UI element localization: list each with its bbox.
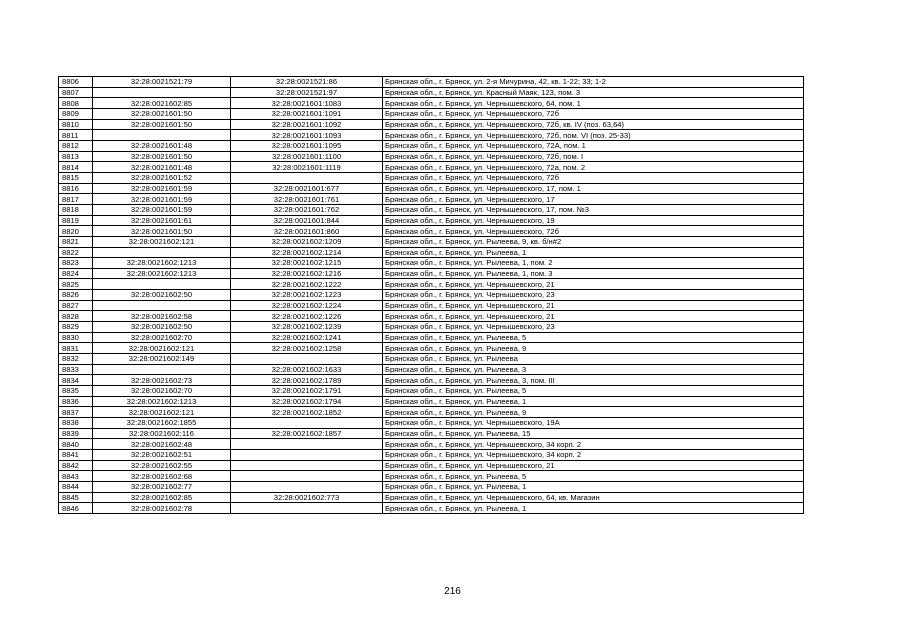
table-row [59,460,804,471]
land-cadastral-number-cell: 32:28:0021602:1855 [93,418,231,429]
land-cadastral-number-cell: 32:28:0021602:116 [93,428,231,439]
land-cadastral-number-cell: 32:28:0021601:52 [93,172,231,183]
address-cell: Брянская обл., г. Брянск, ул. Рылеева, 15 [383,428,804,439]
table-row [59,172,804,183]
object-cadastral-number-cell: 32:28:0021602:1215 [231,258,383,269]
row-number-cell: 8811 [59,130,93,141]
address-cell: Брянская обл., г. Брянск, ул. Рылеева, 1, пом. 2 [383,258,804,269]
table-row [59,471,804,482]
table-row [59,375,804,386]
land-cadastral-number-cell: 32:28:0021601:50 [93,151,231,162]
object-cadastral-number-cell: 32:28:0021602:1258 [231,343,383,354]
object-cadastral-number-cell: 32:28:0021602:1209 [231,236,383,247]
object-cadastral-number-cell: 32:28:0021602:1794 [231,396,383,407]
row-number-cell: 8806 [59,77,93,88]
land-cadastral-number-cell: 32:28:0021602:1213 [93,396,231,407]
row-number-cell: 8827 [59,300,93,311]
address-cell: Брянская обл., г. Брянск, ул. Рылеева, 1 [383,481,804,492]
address-cell: Брянская обл., г. Брянск, ул. Чернышевского, 72б, пом. I [383,151,804,162]
land-cadastral-number-cell: 32:28:0021602:51 [93,449,231,460]
table-row [59,77,804,88]
object-cadastral-number-cell: 32:28:0021601:761 [231,194,383,205]
object-cadastral-number-cell [231,354,383,365]
row-number-cell: 8843 [59,471,93,482]
address-cell: Брянская обл., г. Брянск, ул. Чернышевского, 21 [383,311,804,322]
row-number-cell: 8818 [59,204,93,215]
object-cadastral-number-cell: 32:28:0021602:1224 [231,300,383,311]
row-number-cell: 8844 [59,481,93,492]
row-number-cell: 8813 [59,151,93,162]
object-cadastral-number-cell: 32:28:0021601:1100 [231,151,383,162]
table-row [59,130,804,141]
table-row [59,108,804,119]
land-cadastral-number-cell [93,279,231,290]
object-cadastral-number-cell: 32:28:0021601:1083 [231,98,383,109]
address-cell: Брянская обл., г. Брянск, ул. Чернышевского, 21 [383,279,804,290]
row-number-cell: 8822 [59,247,93,258]
address-cell: Брянская обл., г. Брянск, ул. Чернышевского, 72А, пом. 1 [383,140,804,151]
row-number-cell: 8824 [59,268,93,279]
table-row [59,503,804,514]
land-cadastral-number-cell: 32:28:0021601:50 [93,226,231,237]
table-row [59,396,804,407]
table-row [59,439,804,450]
land-cadastral-number-cell: 32:28:0021602:85 [93,492,231,503]
address-cell: Брянская обл., г. Брянск, ул. Рылеева, 3, пом. III [383,375,804,386]
row-number-cell: 8831 [59,343,93,354]
object-cadastral-number-cell: 32:28:0021602:1223 [231,290,383,301]
object-cadastral-number-cell [231,172,383,183]
row-number-cell: 8812 [59,140,93,151]
object-cadastral-number-cell: 32:28:0021602:1216 [231,268,383,279]
object-cadastral-number-cell: 32:28:0021602:1226 [231,311,383,322]
object-cadastral-number-cell: 32:28:0021602:773 [231,492,383,503]
address-cell: Брянская обл., г. Брянск, ул. Красный Маяк, 123, пом. 3 [383,87,804,98]
land-cadastral-number-cell: 32:28:0021601:59 [93,204,231,215]
table-row [59,407,804,418]
row-number-cell: 8841 [59,449,93,460]
table-row [59,215,804,226]
land-cadastral-number-cell: 32:28:0021602:68 [93,471,231,482]
table-row [59,279,804,290]
object-cadastral-number-cell: 32:28:0021602:1222 [231,279,383,290]
address-cell: Брянская обл., г. Брянск, ул. Чернышевского, 34 корп. 2 [383,449,804,460]
object-cadastral-number-cell [231,439,383,450]
address-cell: Брянская обл., г. Брянск, ул. Чернышевского, 17 [383,194,804,205]
land-cadastral-number-cell: 32:28:0021601:59 [93,183,231,194]
row-number-cell: 8808 [59,98,93,109]
address-cell: Брянская обл., г. Брянск, ул. Чернышевского, 23 [383,290,804,301]
table-row [59,354,804,365]
address-cell: Брянская обл., г. Брянск, ул. Рылеева, 1, пом. 3 [383,268,804,279]
row-number-cell: 8828 [59,311,93,322]
row-number-cell: 8814 [59,162,93,173]
row-number-cell: 8817 [59,194,93,205]
land-cadastral-number-cell: 32:28:0021602:58 [93,311,231,322]
row-number-cell: 8809 [59,108,93,119]
land-cadastral-number-cell: 32:28:0021601:61 [93,215,231,226]
row-number-cell: 8840 [59,439,93,450]
row-number-cell: 8816 [59,183,93,194]
table-row [59,492,804,503]
row-number-cell: 8829 [59,322,93,333]
table-row [59,364,804,375]
row-number-cell: 8839 [59,428,93,439]
land-cadastral-number-cell: 32:28:0021602:121 [93,407,231,418]
address-cell: Брянская обл., г. Брянск, ул. Чернышевского, 21 [383,300,804,311]
row-number-cell: 8833 [59,364,93,375]
object-cadastral-number-cell: 32:28:0021602:1214 [231,247,383,258]
object-cadastral-number-cell: 32:28:0021602:1791 [231,386,383,397]
row-number-cell: 8810 [59,119,93,130]
row-number-cell: 8825 [59,279,93,290]
table-row [59,194,804,205]
object-cadastral-number-cell: 32:28:0021601:1091 [231,108,383,119]
row-number-cell: 8836 [59,396,93,407]
row-number-cell: 8835 [59,386,93,397]
land-cadastral-number-cell: 32:28:0021602:70 [93,332,231,343]
object-cadastral-number-cell: 32:28:0021602:1633 [231,364,383,375]
table-row [59,428,804,439]
row-number-cell: 8842 [59,460,93,471]
row-number-cell: 8819 [59,215,93,226]
table-row [59,183,804,194]
table-row [59,343,804,354]
table-row [59,481,804,492]
table-row [59,268,804,279]
land-cadastral-number-cell: 32:28:0021602:55 [93,460,231,471]
land-cadastral-number-cell [93,364,231,375]
address-cell: Брянская обл., г. Брянск, ул. Чернышевского, 72б [383,108,804,119]
land-cadastral-number-cell: 32:28:0021602:77 [93,481,231,492]
address-cell: Брянская обл., г. Брянск, ул. Рылеева, 1 [383,503,804,514]
address-cell: Брянская обл., г. Брянск, ул. Чернышевского, 72б [383,226,804,237]
registry-table [58,76,804,514]
address-cell: Брянская обл., г. Брянск, ул. Чернышевского, 23 [383,322,804,333]
land-cadastral-number-cell: 32:28:0021521:79 [93,77,231,88]
land-cadastral-number-cell [93,87,231,98]
land-cadastral-number-cell: 32:28:0021602:50 [93,322,231,333]
land-cadastral-number-cell: 32:28:0021602:48 [93,439,231,450]
table-row [59,98,804,109]
object-cadastral-number-cell: 32:28:0021601:1093 [231,130,383,141]
page-number: 216 [444,586,461,597]
address-cell: Брянская обл., г. Брянск, ул. Чернышевского, 19А [383,418,804,429]
row-number-cell: 8826 [59,290,93,301]
land-cadastral-number-cell: 32:28:0021602:85 [93,98,231,109]
table-row [59,258,804,269]
row-number-cell: 8838 [59,418,93,429]
table-row [59,204,804,215]
table-row [59,449,804,460]
object-cadastral-number-cell: 32:28:0021601:762 [231,204,383,215]
address-cell: Брянская обл., г. Брянск, ул. Чернышевского, 34 корп. 2 [383,439,804,450]
object-cadastral-number-cell: 32:28:0021601:860 [231,226,383,237]
land-cadastral-number-cell: 32:28:0021602:121 [93,343,231,354]
address-cell: Брянская обл., г. Брянск, ул. Рылеева, 9 [383,343,804,354]
land-cadastral-number-cell: 32:28:0021602:50 [93,290,231,301]
table-row [59,140,804,151]
row-number-cell: 8846 [59,503,93,514]
row-number-cell: 8815 [59,172,93,183]
object-cadastral-number-cell: 32:28:0021601:1095 [231,140,383,151]
address-cell: Брянская обл., г. Брянск, ул. Рылеева, 5 [383,386,804,397]
land-cadastral-number-cell: 32:28:0021602:78 [93,503,231,514]
table-row [59,311,804,322]
address-cell: Брянская обл., г. Брянск, ул. Чернышевского, 17, пом. №3 [383,204,804,215]
address-cell: Брянская обл., г. Брянск, ул. Чернышевского, 72б, пом. VI (поз. 25-33) [383,130,804,141]
registry-table-body [59,77,804,514]
row-number-cell: 8820 [59,226,93,237]
land-cadastral-number-cell: 32:28:0021602:1213 [93,268,231,279]
table-row [59,226,804,237]
object-cadastral-number-cell [231,449,383,460]
object-cadastral-number-cell [231,471,383,482]
address-cell: Брянская обл., г. Брянск, ул. Чернышевского, 72б [383,172,804,183]
table-row [59,151,804,162]
address-cell: Брянская обл., г. Брянск, ул. Рылеева, 3 [383,364,804,375]
address-cell: Брянская обл., г. Брянск, ул. Рылеева, 9, кв. б/н#2 [383,236,804,247]
table-row [59,386,804,397]
object-cadastral-number-cell: 32:28:0021601:1119 [231,162,383,173]
table-row [59,87,804,98]
address-cell: Брянская обл., г. Брянск, ул. Рылеева [383,354,804,365]
table-row [59,162,804,173]
table-row [59,247,804,258]
table-row [59,119,804,130]
land-cadastral-number-cell: 32:28:0021602:121 [93,236,231,247]
object-cadastral-number-cell [231,418,383,429]
object-cadastral-number-cell: 32:28:0021521:86 [231,77,383,88]
table-row [59,290,804,301]
row-number-cell: 8807 [59,87,93,98]
row-number-cell: 8821 [59,236,93,247]
row-number-cell: 8830 [59,332,93,343]
land-cadastral-number-cell: 32:28:0021601:50 [93,108,231,119]
land-cadastral-number-cell [93,130,231,141]
table-row [59,300,804,311]
row-number-cell: 8823 [59,258,93,269]
address-cell: Брянская обл., г. Брянск, ул. Чернышевского, 64, кв. Магазин [383,492,804,503]
address-cell: Брянская обл., г. Брянск, ул. Рылеева, 1 [383,396,804,407]
address-cell: Брянская обл., г. Брянск, ул. Чернышевского, 64, пом. 1 [383,98,804,109]
object-cadastral-number-cell: 32:28:0021601:844 [231,215,383,226]
land-cadastral-number-cell: 32:28:0021601:48 [93,140,231,151]
land-cadastral-number-cell: 32:28:0021601:48 [93,162,231,173]
row-number-cell: 8832 [59,354,93,365]
table-row [59,332,804,343]
address-cell: Брянская обл., г. Брянск, ул. Чернышевского, 19 [383,215,804,226]
object-cadastral-number-cell: 32:28:0021602:1857 [231,428,383,439]
table-row [59,418,804,429]
object-cadastral-number-cell: 32:28:0021602:1852 [231,407,383,418]
address-cell: Брянская обл., г. Брянск, ул. 2-я Мичурина, 42, кв. 1-22; 33; 1-2 [383,77,804,88]
object-cadastral-number-cell: 32:28:0021602:1239 [231,322,383,333]
address-cell: Брянская обл., г. Брянск, ул. Чернышевского, 72б, кв. IV (поз. 63,64) [383,119,804,130]
address-cell: Брянская обл., г. Брянск, ул. Чернышевского, 72а, пом. 2 [383,162,804,173]
object-cadastral-number-cell [231,481,383,492]
object-cadastral-number-cell [231,503,383,514]
land-cadastral-number-cell: 32:28:0021602:1213 [93,258,231,269]
land-cadastral-number-cell [93,247,231,258]
object-cadastral-number-cell [231,460,383,471]
object-cadastral-number-cell: 32:28:0021602:1241 [231,332,383,343]
address-cell: Брянская обл., г. Брянск, ул. Чернышевского, 21 [383,460,804,471]
object-cadastral-number-cell: 32:28:0021521:97 [231,87,383,98]
land-cadastral-number-cell [93,300,231,311]
table-row [59,236,804,247]
table-row [59,322,804,333]
row-number-cell: 8837 [59,407,93,418]
land-cadastral-number-cell: 32:28:0021601:50 [93,119,231,130]
address-cell: Брянская обл., г. Брянск, ул. Чернышевского, 17, пом. 1 [383,183,804,194]
row-number-cell: 8834 [59,375,93,386]
address-cell: Брянская обл., г. Брянск, ул. Рылеева, 5 [383,332,804,343]
land-cadastral-number-cell: 32:28:0021602:70 [93,386,231,397]
address-cell: Брянская обл., г. Брянск, ул. Рылеева, 1 [383,247,804,258]
land-cadastral-number-cell: 32:28:0021601:59 [93,194,231,205]
address-cell: Брянская обл., г. Брянск, ул. Рылеева, 5 [383,471,804,482]
object-cadastral-number-cell: 32:28:0021601:677 [231,183,383,194]
land-cadastral-number-cell: 32:28:0021602:149 [93,354,231,365]
address-cell: Брянская обл., г. Брянск, ул. Рылеева, 9 [383,407,804,418]
land-cadastral-number-cell: 32:28:0021602:73 [93,375,231,386]
object-cadastral-number-cell: 32:28:0021602:1789 [231,375,383,386]
row-number-cell: 8845 [59,492,93,503]
object-cadastral-number-cell: 32:28:0021601:1092 [231,119,383,130]
